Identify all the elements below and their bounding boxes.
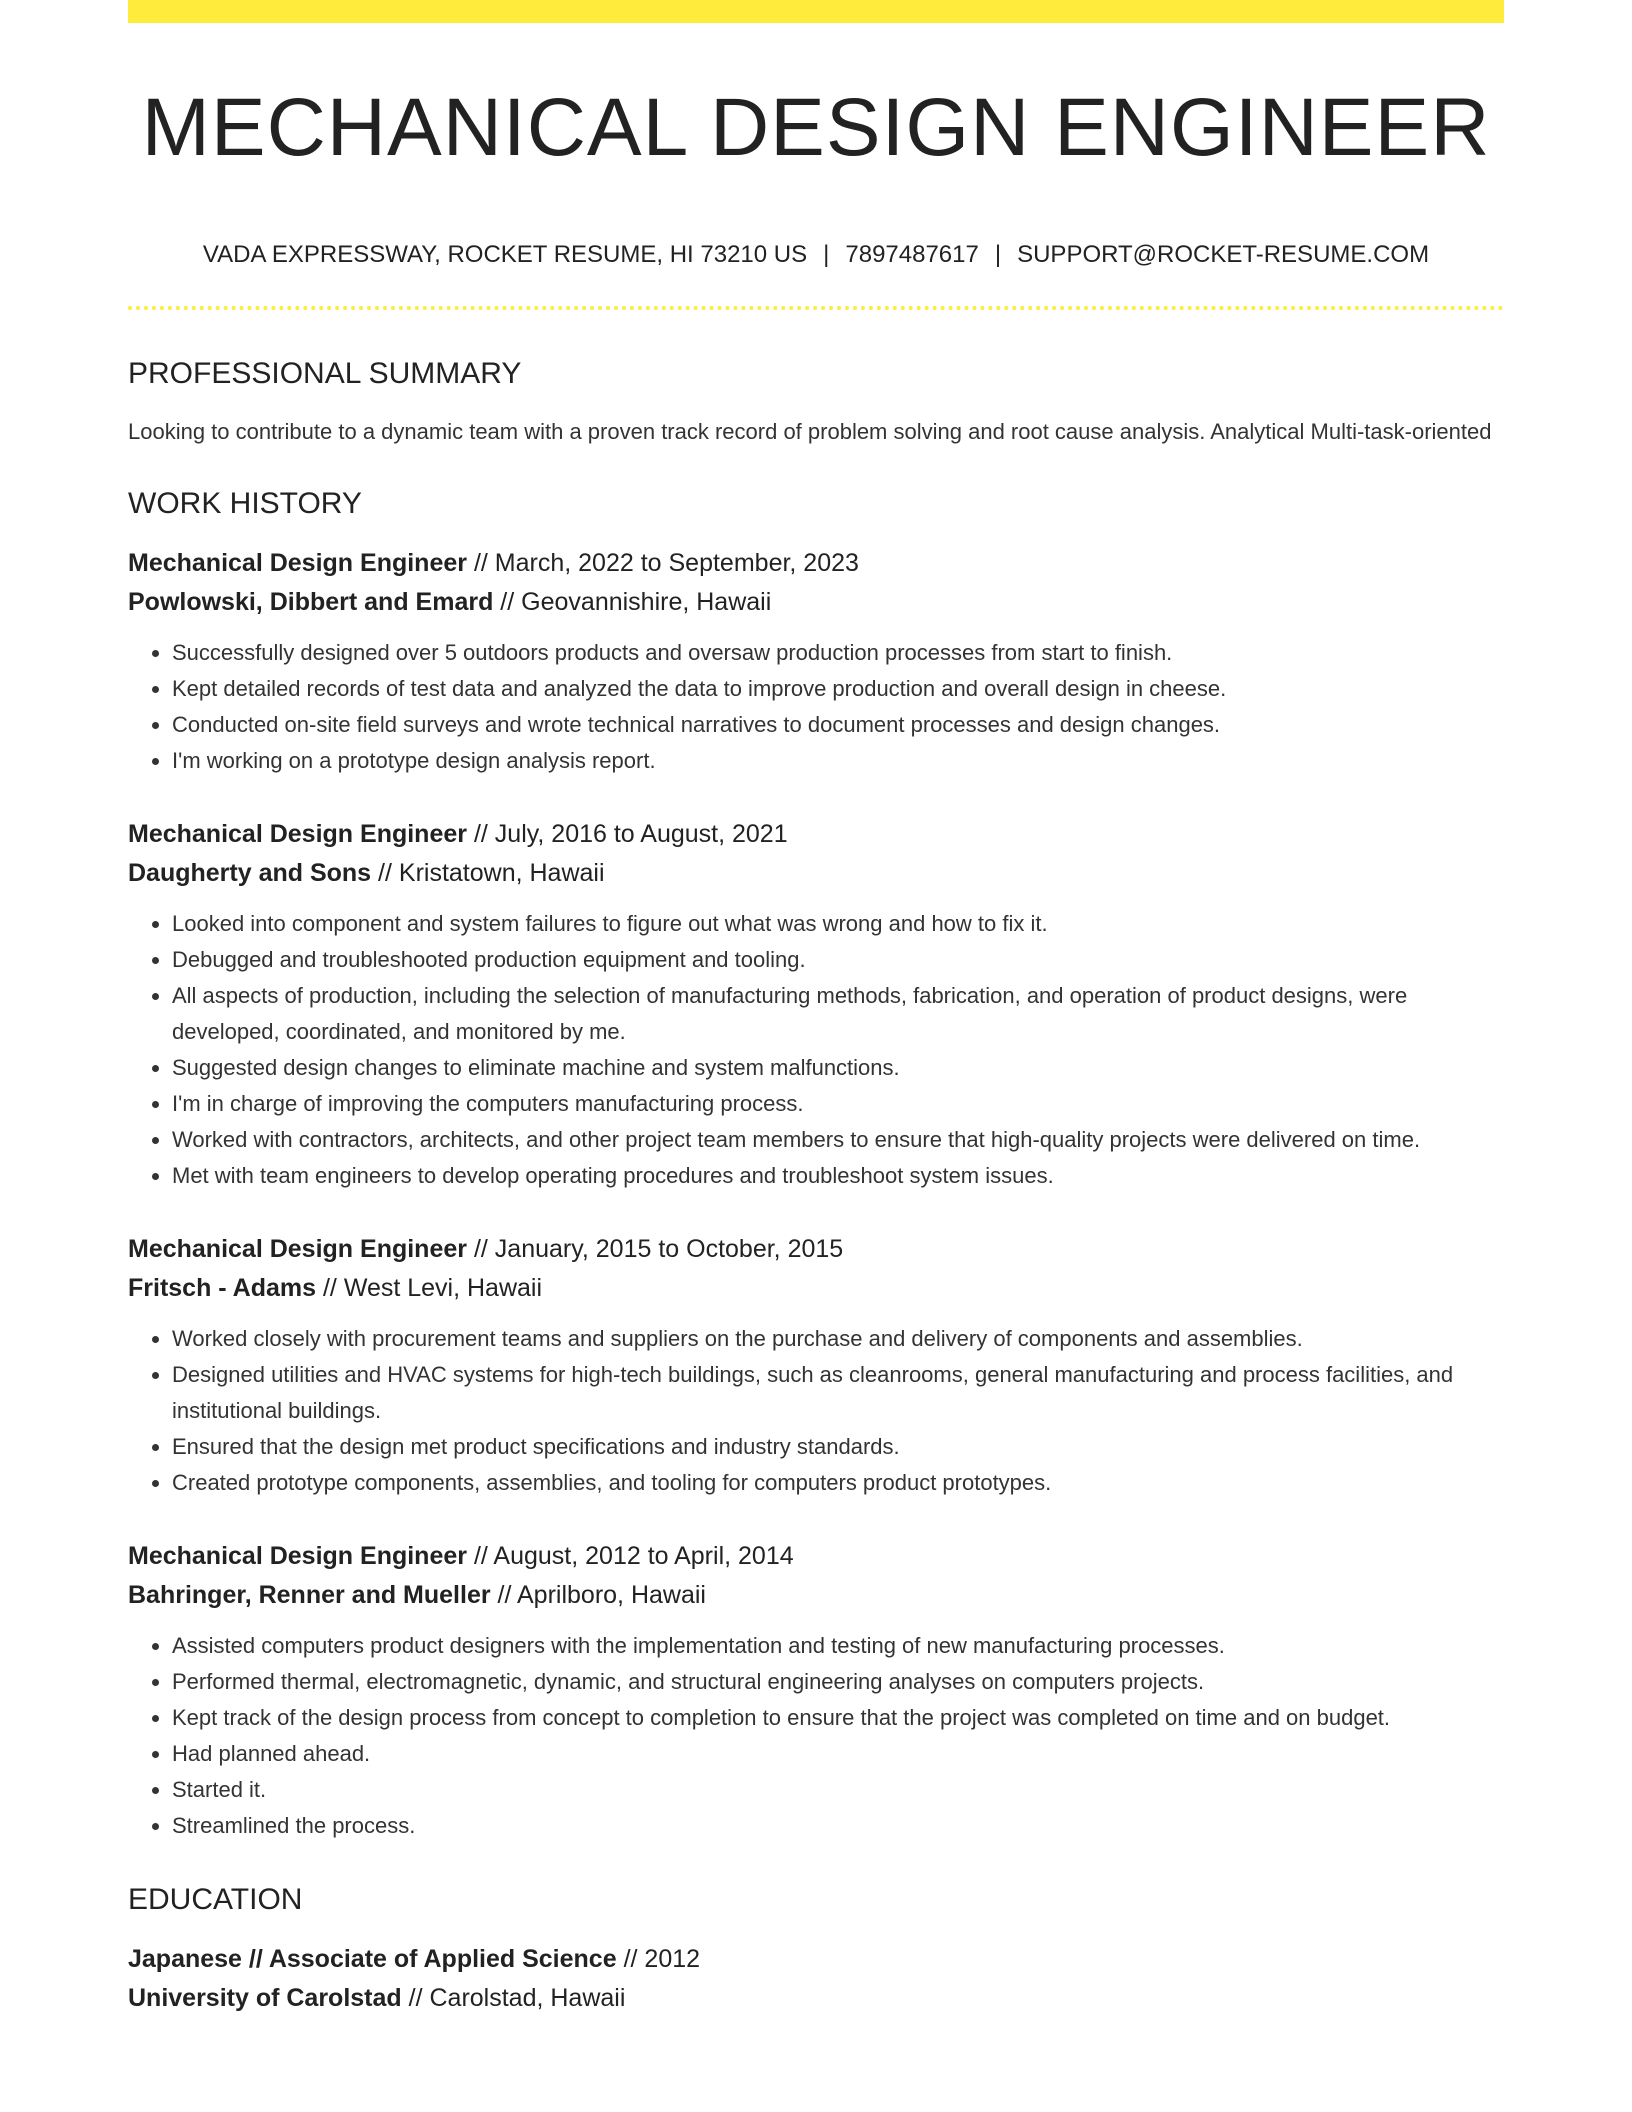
bullet-item: • Had planned ahead. — [172, 1736, 1504, 1772]
bullet-item: • Conducted on-site field surveys and wrote technical narratives to document processes and design changes. — [172, 707, 1504, 743]
delimiter: // — [371, 859, 399, 887]
bullet-item: • Debugged and troubleshooted production equipment and tooling. — [172, 942, 1504, 978]
job-location: West Levi, Hawaii — [343, 1274, 543, 1302]
job-company-line — [128, 1269, 1504, 1308]
bullet-item: • Worked closely with procurement teams and suppliers on the purchase and delivery of components and assemblies. — [172, 1321, 1504, 1357]
header-divider — [128, 306, 1504, 310]
job-company-line — [128, 854, 1504, 893]
resume-name: MECHANICAL DESIGN ENGINEER — [141, 82, 1491, 173]
bullet-item: • Started it. — [172, 1772, 1504, 1808]
degree-line — [128, 1940, 1504, 1979]
bullet-item: • Met with team engineers to develop operating procedures and troubleshoot system issues. — [172, 1158, 1504, 1194]
bullet-item: • Designed utilities and HVAC systems for high-tech buildings, such as cleanrooms, general manufacturing and process facilities, and institutional buildings. — [172, 1357, 1504, 1429]
job-location: Kristatown, Hawaii — [398, 859, 605, 887]
bullet-item: • Suggested design changes to eliminate machine and system malfunctions. — [172, 1050, 1504, 1086]
contact-separator: | — [994, 241, 1002, 268]
contact-email: SUPPORT@ROCKET-RESUME.COM — [1017, 241, 1430, 268]
bullet-item: • Performed thermal, electromagnetic, dynamic, and structural engineering analyses on computers projects. — [172, 1664, 1504, 1700]
bullet-item: • I'm working on a prototype design analysis report. — [172, 743, 1504, 779]
job-bullets — [128, 906, 1504, 1194]
bullet-item: • Created prototype components, assemblies, and tooling for computers product prototypes. — [172, 1465, 1504, 1501]
job-entry — [128, 1230, 1504, 1501]
bullet-item: • Ensured that the design met product specifications and industry standards. — [172, 1429, 1504, 1465]
resume-content — [128, 354, 1504, 2018]
contact-address: VADA EXPRESSWAY, ROCKET RESUME, HI 73210 US — [202, 241, 808, 268]
job-title: Mechanical Design Engineer — [128, 1542, 467, 1570]
delimiter: // — [316, 1274, 344, 1302]
resume-page — [128, 0, 1504, 2112]
job-dates: July, 2016 to August, 2021 — [494, 820, 788, 848]
bullet-item: • Kept detailed records of test data and analyzed the data to improve production and overall design in cheese. — [172, 671, 1504, 707]
delimiter: // — [467, 820, 495, 848]
delimiter: // — [467, 1235, 495, 1263]
degree: Japanese // Associate of Applied Science — [128, 1945, 617, 1973]
job-entry — [128, 1537, 1504, 1844]
education-entry — [128, 1940, 1504, 2018]
job-title-line — [128, 544, 1504, 583]
work-history-list — [128, 544, 1504, 1844]
school-location: Carolstad, Hawaii — [429, 1984, 626, 2012]
job-company: Daugherty and Sons — [128, 859, 372, 887]
bullet-item: • Streamlined the process. — [172, 1808, 1504, 1844]
delimiter: // — [467, 1542, 494, 1570]
job-bullets — [128, 1321, 1504, 1501]
job-bullets — [128, 635, 1504, 779]
job-title: Mechanical Design Engineer — [128, 549, 467, 577]
bullet-item: • Successfully designed over 5 outdoors products and oversaw production processes from start to finish. — [172, 635, 1504, 671]
school-line — [128, 1979, 1504, 2018]
contact-line — [128, 237, 1504, 273]
bullet-item: • Assisted computers product designers with the implementation and testing of new manufacturing processes. — [172, 1628, 1504, 1664]
delimiter: // — [616, 1945, 645, 1973]
delimiter: // — [490, 1581, 517, 1609]
job-company-line — [128, 1576, 1504, 1615]
contact-separator: | — [823, 241, 830, 268]
job-company-line — [128, 583, 1504, 622]
top-accent-bar — [128, 0, 1504, 23]
work-history-heading: WORK HISTORY — [128, 487, 362, 520]
bullet-item: • Worked with contractors, architects, and other project team members to ensure that high-quality projects were delivered on time. — [172, 1122, 1504, 1158]
job-company: Bahringer, Renner and Mueller — [128, 1581, 491, 1609]
job-title-line — [128, 1230, 1504, 1269]
job-dates: March, 2022 to September, 2023 — [494, 549, 859, 577]
bullet-item: • Looked into component and system failures to figure out what was wrong and how to fix it. — [172, 906, 1504, 942]
degree-year: 2012 — [644, 1945, 701, 1973]
bullet-item: • Kept track of the design process from concept to completion to ensure that the project was completed on time and on budget. — [172, 1700, 1504, 1736]
delimiter: // — [467, 549, 495, 577]
job-dates: August, 2012 to April, 2014 — [493, 1542, 794, 1570]
job-location: Aprilboro, Hawaii — [517, 1581, 706, 1609]
job-title: Mechanical Design Engineer — [128, 1235, 467, 1263]
job-entry — [128, 544, 1504, 779]
delimiter: // — [401, 1984, 430, 2012]
summary-text: Looking to contribute to a dynamic team with a proven track record of problem solving and root cause analysis. Analytical Multi-task-oriented — [128, 419, 1492, 444]
contact-phone: 7897487617 — [845, 241, 979, 268]
job-title: Mechanical Design Engineer — [128, 820, 467, 848]
education-list — [128, 1940, 1504, 2018]
bullet-item: • I'm in charge of improving the computers manufacturing process. — [172, 1086, 1504, 1122]
job-entry — [128, 815, 1504, 1194]
job-title-line — [128, 1537, 1504, 1576]
job-company: Powlowski, Dibbert and Emard — [128, 588, 494, 616]
bullet-item: • All aspects of production, including the selection of manufacturing methods, fabrication, and operation of product designs, were developed, coordinated, and monitored by me. — [172, 978, 1504, 1050]
job-dates: January, 2015 to October, 2015 — [494, 1235, 844, 1263]
job-bullets — [128, 1628, 1504, 1844]
job-title-line — [128, 815, 1504, 854]
job-location: Geovannishire, Hawaii — [521, 588, 772, 616]
school-name: University of Carolstad — [128, 1984, 402, 2012]
delimiter: // — [493, 588, 522, 616]
summary-heading: PROFESSIONAL SUMMARY — [128, 357, 522, 390]
job-company: Fritsch - Adams — [128, 1274, 317, 1302]
education-heading: EDUCATION — [128, 1883, 303, 1916]
